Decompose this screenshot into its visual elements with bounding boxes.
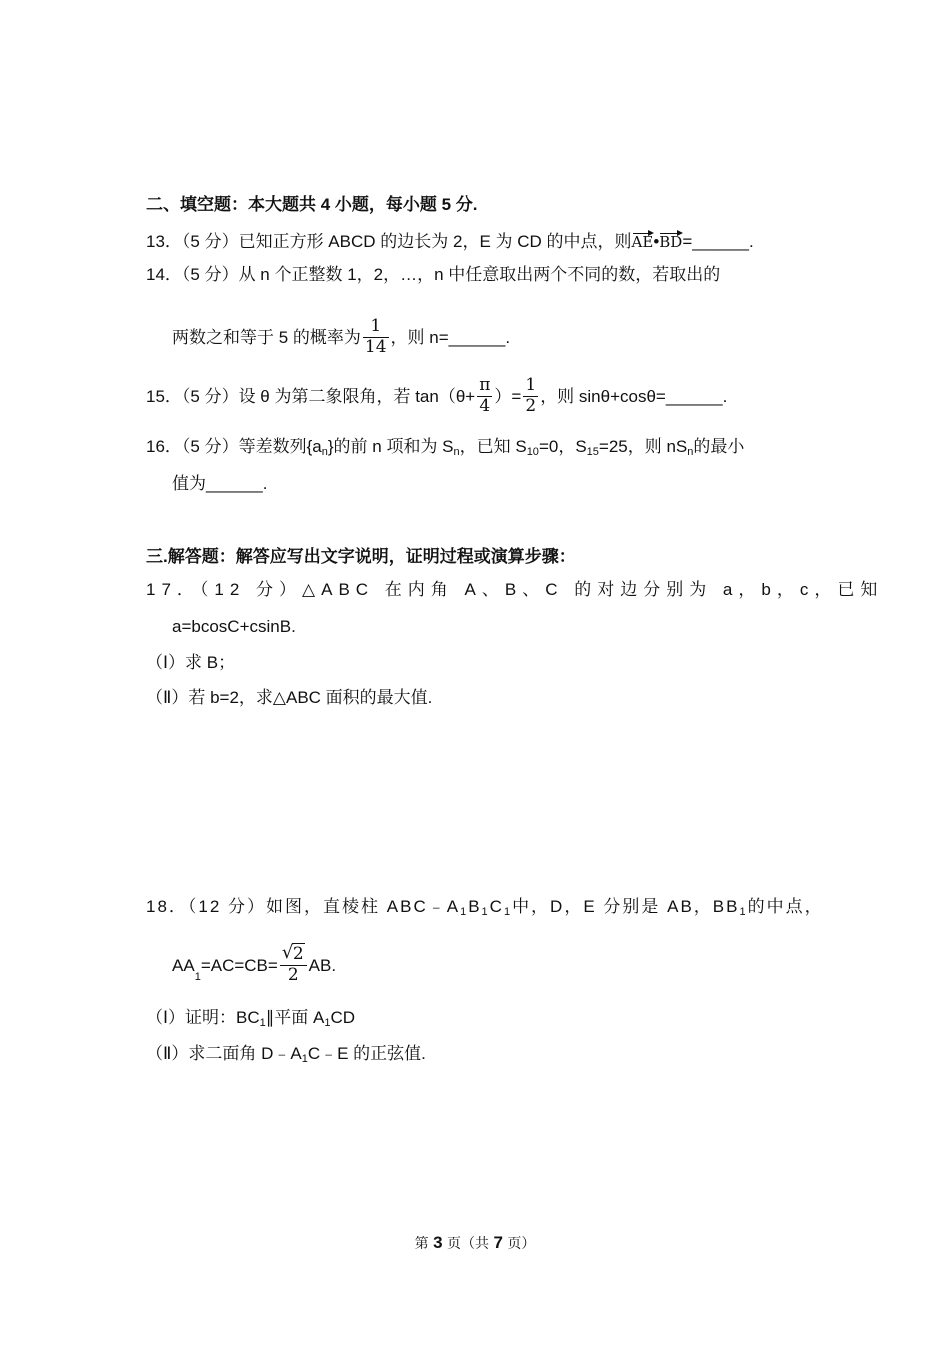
subscript: 1 — [460, 906, 469, 918]
subscript: 1 — [301, 1053, 308, 1065]
q18-text: 中，D，E 分别是 AB，BB — [512, 897, 740, 916]
sqrt-symbol — [281, 942, 305, 964]
radical-sign: √ — [281, 942, 294, 963]
subscript: 1 — [259, 1017, 266, 1029]
question-14-line-1: 14．（5 分）从 n 个正整数 1，2，…，n 中任意取出两个不同的数，若取出的 — [146, 265, 721, 284]
fraction-denominator: 2 — [287, 964, 299, 985]
q18-text: 的中点， — [747, 897, 824, 916]
total-pages: 7 — [493, 1233, 503, 1252]
footer-text: 第 — [414, 1236, 434, 1252]
q18-text: C﹣E 的正弦值. — [307, 1044, 426, 1063]
fraction-numerator: π — [479, 375, 491, 395]
dot-operator: • — [653, 232, 660, 251]
question-16-line-2: 值为______. — [172, 474, 268, 493]
question-17-line-1: 17．（12 分）△ABC 在内角 A、B、C 的对边分别为 a，b，c，已知 — [146, 580, 884, 599]
q18-text: 18．（12 分）如图，直棱柱 ABC﹣A — [146, 897, 461, 916]
fraction-1-14 — [363, 318, 389, 357]
q15-blank: ，则 sinθ+cosθ=______. — [540, 386, 728, 406]
question-18-line-2 — [172, 942, 337, 985]
question-18-part-2 — [146, 1045, 426, 1065]
q18-text: =AC=CB= — [200, 955, 278, 975]
subscript: 1 — [739, 906, 748, 918]
question-16-line-1 — [146, 438, 744, 458]
q15-text: 15．（5 分）设 θ 为第二象限角，若 tan（θ+ — [146, 386, 476, 406]
question-18-line-1 — [146, 898, 824, 918]
subscript: 10 — [526, 446, 539, 458]
subscript: 1 — [194, 970, 201, 983]
q16-text: 16．（5 分）等差数列{a — [146, 437, 322, 456]
q18-text: AB. — [308, 955, 337, 975]
fraction-denominator: 14 — [364, 336, 387, 357]
subscript: n — [687, 446, 694, 458]
section-2-heading: 二、填空题：本大题共 4 小题，每小题 5 分. — [146, 195, 478, 214]
radicand: 2 — [292, 944, 304, 964]
fraction-numerator — [280, 942, 307, 966]
fraction-numerator: 1 — [525, 375, 537, 395]
vector-ae: AE — [631, 233, 654, 251]
fraction-denominator: 4 — [479, 395, 491, 416]
question-18-part-1 — [146, 1009, 355, 1029]
question-17-line-2: a=bcosC+csinB. — [172, 617, 296, 636]
q14-text: 两数之和等于 5 的概率为 — [172, 327, 361, 347]
footer-text: 页） — [502, 1236, 536, 1252]
q16-text: }的前 n 项和为 S — [327, 437, 454, 456]
subscript: 15 — [586, 446, 599, 458]
question-14-line-2 — [172, 318, 510, 357]
q18-text: CD — [330, 1008, 356, 1027]
q18-text: （Ⅱ）求二面角 D﹣A — [146, 1044, 302, 1063]
q18-text: B — [468, 897, 482, 916]
footer-text: 页（共 — [442, 1236, 494, 1252]
fraction-pi-4 — [477, 377, 492, 416]
q15-mid: ）= — [494, 386, 522, 406]
page-number: 3 — [433, 1233, 443, 1252]
subscript: n — [453, 446, 460, 458]
q16-text: ，已知 S — [459, 437, 527, 456]
fraction-sqrt2-over-2 — [280, 942, 307, 985]
q18-text: AA — [172, 955, 195, 975]
q13-text: 13．（5 分）已知正方形 ABCD 的边长为 2，E 为 CD 的中点，则 — [146, 232, 632, 251]
q16-text: =25，则 nS — [598, 437, 688, 456]
q16-text: =0，S — [538, 437, 587, 456]
q16-text: 的最小 — [693, 437, 745, 456]
vector-bd: BD — [659, 233, 683, 251]
q18-text: C — [489, 897, 504, 916]
question-15 — [146, 377, 727, 416]
q14-blank: ，则 n=______. — [390, 327, 511, 347]
fraction-denominator: 2 — [525, 395, 537, 416]
fraction-numerator: 1 — [363, 318, 389, 338]
fraction-1-2 — [523, 377, 538, 416]
q13-blank: =______. — [682, 232, 754, 251]
subscript: n — [321, 446, 328, 458]
subscript: 1 — [503, 906, 513, 918]
subscript: 1 — [481, 906, 490, 918]
question-13 — [146, 231, 754, 250]
page-footer — [0, 1233, 950, 1253]
question-17-part-1: （Ⅰ）求 B； — [146, 653, 236, 672]
question-17-part-2: （Ⅱ）若 b=2，求△ABC 面积的最大值. — [146, 688, 433, 707]
subscript: 1 — [324, 1017, 331, 1029]
q18-text: （Ⅰ）证明：BC — [146, 1008, 260, 1027]
section-3-heading: 三.解答题：解答应写出文字说明，证明过程或演算步骤： — [146, 547, 576, 566]
q18-text: ∥平面 A — [265, 1008, 325, 1027]
